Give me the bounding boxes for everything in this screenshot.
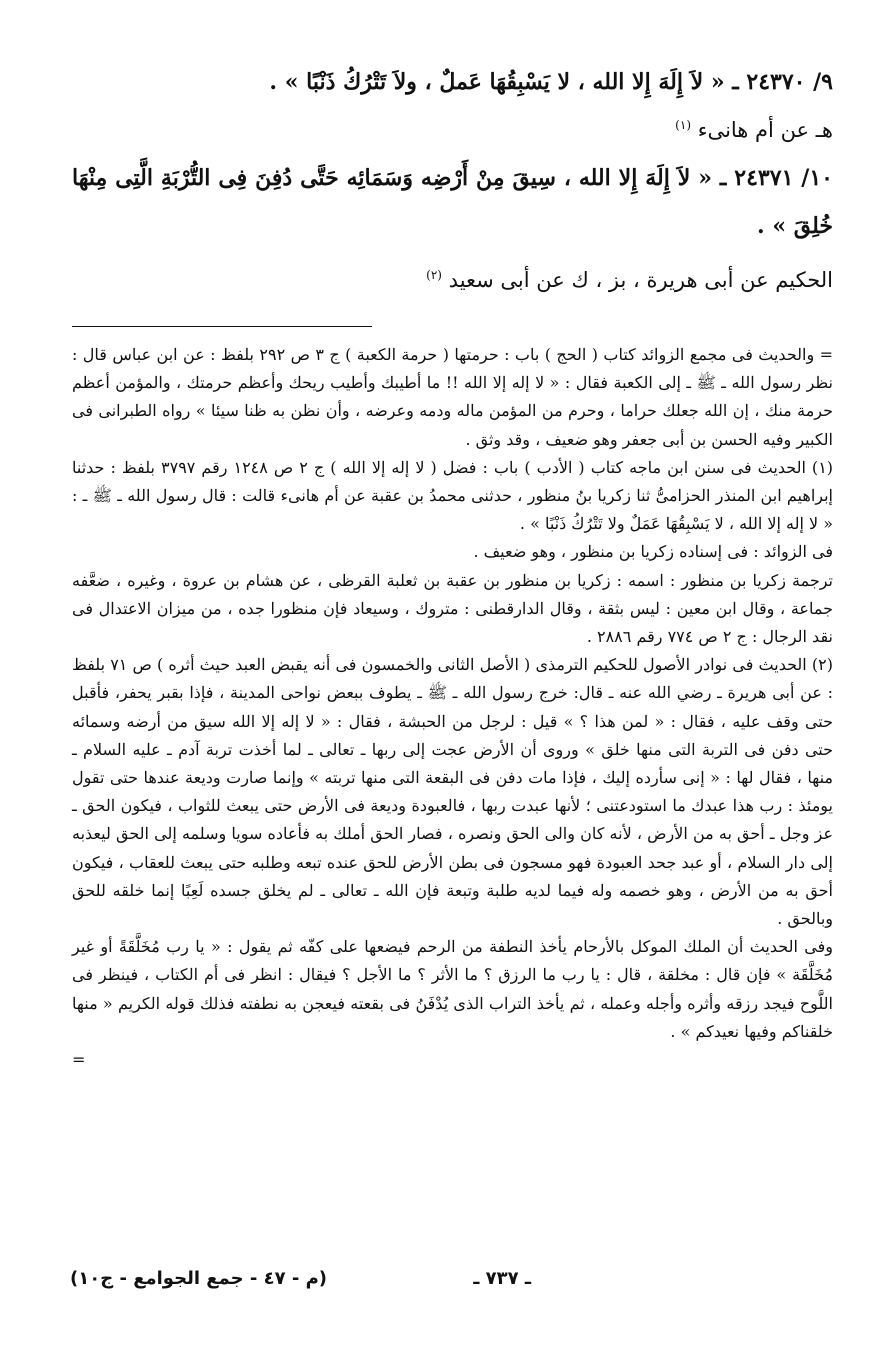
continuation-mark: = (72, 1050, 86, 1070)
footnote-ref-2[interactable]: (٢) (426, 268, 442, 282)
footnote-1-zawaid: فى الزوائد : فى إسناده زكريا بن منظور ، وهو ضعيف . (473, 542, 833, 562)
page-content (72, 58, 833, 1074)
hadith-24371: ١٠/ ٢٤٣٧١ ـ « لاَ إِلَهَ إِلا الله ، سِيقَ مِنْ أَرْضِه وَسَمَائِه حَتَّى دُفِنَ فِى التُّرْبَةِ الَّتِى مِنْهَا خُلِقَ » . (72, 165, 833, 239)
footnote-1: (١) الحديث فى سنن ابن ماجه كتاب ( الأدب ) باب : فضل ( لا إله إلا الله ) ج ٢ ص ١٢٤٨ رقم ٣٧٩٧ بلفظ : حدثنا إبراهيم ابن المنذر الحزامىُّ ثنا زكريا بنُ منظور ، حدثنى محمدُ بن عقبة عن أم هانىء قالت : قال رسول الله ـ ﷺ ـ : « لا إله إلا الله ، لا يَسْبِقُهَا عَمَلٌ ولا تَتْرُكُ ذَنْبًا » . (72, 457, 834, 534)
page-footer (70, 1262, 831, 1302)
footnote-2: (٢) الحديث فى نوادر الأصول للحكيم الترمذى ( الأصل الثانى والخمسون فى أنه يقبض العبد حيث أثره ) ص ٧١ بلفظ : عن أبى هريرة ـ رضي الله عنه ـ قال: خرج رسول الله ـ ﷺ ـ يطوف ببعض نواحى المدينة ، فإذا بقبر يحفر، فأقبل حتى وقف عليه ، فقال : « لمن هذا ؟ » قيل : لرجل من الحبشة ، فقال : « لا إله إلا الله سيق من أرضه وسمائه حتى دفن فى التربة التى منها خلق » وروى أن الأرض عجت إلى ربها ـ تعالى ـ لما أخذت تربة آدم ـ عليه السلام ـ منها ، فقال لها : « إنى سأرده إليك ، فإذا مات دفن فى البقعة التى منها تربته » وإنما صارت وديعة عندها حتى تقول يومئذ : رب هذا عبدك ما استودعتنى ؛ لأنها عبدت ربها ، فالعبودة وديعة فى الأرض حتى يبعث للثواب ، فيكون الحق ـ عز وجل ـ أحق به من الأرض ، لأنه كان والى الحق ونصره ، فصار الحق أملك به فأعاده سويا وسلمه إلى الحق ليعذبه إلى دار السلام ، أو عبد جحد العبودة فهو مسجون فى بطن الأرض للحق عنده تبعه وطلبه حتى يبعث للعقاب ، فيكون أحق به من الأرض ، وهو خصمه وله فيما لديه طلبة وتبعة فإن الله ـ تعالى ـ لم يخلق جسده لَعِبًا إنما خلقه للحق وبالحق . (72, 655, 834, 929)
footnote-separator (72, 326, 372, 327)
main-text (72, 58, 833, 304)
footnote-ref-1[interactable]: (١) (675, 118, 691, 132)
source-24371 (72, 256, 833, 304)
source-24370-text: هـ عن أم هانىء (697, 118, 833, 142)
footnote-2-continued: وفى الحديث أن الملك الموكل بالأرحام يأخذ النطفة من الرحم فيضعها على كفّه ثم يقول : « يا رب مُخَلَّقَةً أو غير مُخَلَّقَة » فإن قال : مخلقة ، قال : يا رب ما الرزق ؟ ما الأثر ؟ ما الأجل ؟ فيقال : انظر فى أم الكتاب ، فينظر فى اللَّوح فيجد رزقه وأثره وأجله وعمله ، ثم يأخذ التراب الذى يُدْفَنُ فى بقعته فيعجن به نطفته فذلك قوله الكريم « منها خلقناكم وفيها نعيدكم » . (72, 937, 833, 1041)
volume-label: (م - ٤٧ - جمع الجوامع - ج١٠) (70, 1268, 328, 1289)
hadith-24370: ٩/ ٢٤٣٧٠ ـ « لاَ إِلَهَ إِلا الله ، لا يَسْبِقُهَا عَملٌ ، ولاَ تَتْرُكُ ذَنْبًا » . (269, 69, 833, 95)
source-24370 (72, 106, 833, 154)
footnote-1-biography: ترجمة زكريا بن منظور : اسمه : زكريا بن منظور بن عقبة بن ثعلبة القرظى ، عن هشام بن عروة ، وغيره ، ضعَّفه جماعة ، وقال ابن معين : ليس بثقة ، وقال الدارقطنى : متروك ، وسيعاد فإن منظورا جده ، من ميزان الاعتدال فى نقد الرجال : ج ٢ ص ٧٧٤ رقم ٢٨٨٦ . (72, 570, 833, 647)
footnotes (72, 341, 833, 1074)
footnote-continued: = والحديث فى مجمع الزوائد كتاب ( الحج ) باب : حرمتها ( حرمة الكعبة ) ج ٣ ص ٢٩٢ بلفظ : عن ابن عباس قال : نظر رسول الله ـ ﷺ ـ إلى الكعبة فقال : « لا إله إلا الله !! ما أطيبك وأطيب ريحك وأعظم حرمتك ، والمؤمن أعظم حرمة منك ، إن الله جعلك حراما ، وحرم من المؤمن ماله ودمه وعرضه ، وأن نظن به ظنا سيئا » رواه الطبرانى فى الكبير وفيه الحسن بن أبى جعفر وهو ضعيف ، وقد وثق . (72, 345, 834, 449)
page-number: ـ ٧٣٧ ـ (473, 1268, 531, 1289)
source-24371-text: الحكيم عن أبى هريرة ، بز ، ك عن أبى سعيد (448, 268, 833, 292)
